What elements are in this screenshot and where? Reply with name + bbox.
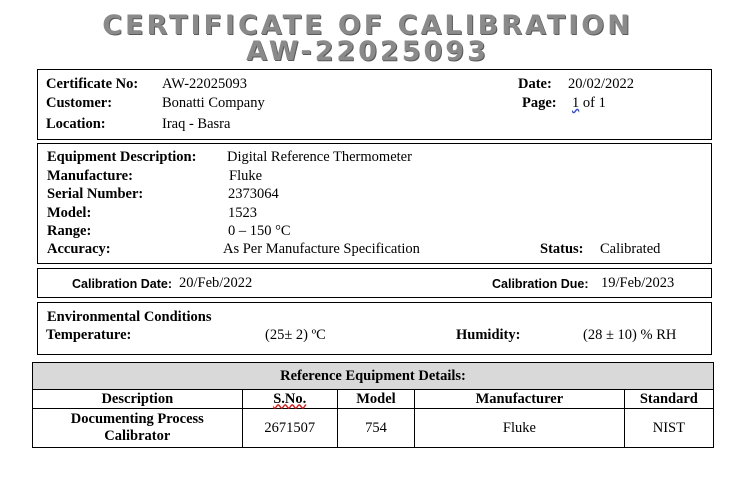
humidity-value: (28 ± 10) % RH bbox=[583, 327, 677, 343]
equipment-description-value: Digital Reference Thermometer bbox=[227, 149, 412, 165]
column-header-manufacturer: Manufacturer bbox=[415, 390, 625, 409]
row-sno: 2671507 bbox=[242, 409, 337, 448]
range-label: Range: bbox=[47, 223, 92, 239]
row-standard: NIST bbox=[624, 409, 713, 448]
column-header-standard: Standard bbox=[624, 390, 713, 409]
model-value: 1523 bbox=[228, 205, 257, 221]
location-value: Iraq - Basra bbox=[162, 116, 231, 132]
calibration-due-value: 19/Feb/2023 bbox=[601, 275, 675, 291]
customer-value: Bonatti Company bbox=[162, 95, 265, 111]
equipment-description-label: Equipment Description: bbox=[47, 149, 197, 165]
status-label: Status: bbox=[540, 241, 584, 257]
reference-table-heading: Reference Equipment Details: bbox=[33, 363, 714, 390]
page-value bbox=[572, 95, 606, 112]
page-total: of 1 bbox=[579, 95, 606, 111]
column-header-model: Model bbox=[337, 390, 414, 409]
calibration-due-label: Calibration Due: bbox=[492, 277, 589, 291]
location-label: Location: bbox=[46, 116, 106, 132]
page-number: 1 bbox=[572, 95, 580, 111]
environmental-heading: Environmental Conditions bbox=[47, 309, 212, 325]
manufacture-label: Manufacture: bbox=[47, 168, 133, 184]
row-description-line1: Documenting Process bbox=[70, 411, 204, 427]
certificate-number-title: AW-22025093 bbox=[246, 36, 489, 67]
row-manufacturer: Fluke bbox=[415, 409, 625, 448]
status-value: Calibrated bbox=[600, 241, 661, 257]
customer-label: Customer: bbox=[46, 95, 113, 111]
date-value: 20/02/2022 bbox=[568, 76, 635, 92]
temperature-value: (25± 2) ºC bbox=[265, 327, 326, 343]
date-label: Date: bbox=[518, 76, 552, 92]
accuracy-value: As Per Manufacture Specification bbox=[223, 241, 420, 257]
humidity-label: Humidity: bbox=[456, 327, 521, 343]
column-header-sno bbox=[242, 390, 337, 409]
page-label: Page: bbox=[522, 95, 557, 111]
range-value: 0 – 150 °C bbox=[228, 223, 291, 239]
row-description-line2: Calibrator bbox=[104, 428, 171, 444]
calibration-date-value: 20/Feb/2022 bbox=[179, 275, 253, 291]
column-header-sno-text: S.No. bbox=[273, 390, 307, 407]
reference-equipment-table bbox=[32, 362, 714, 448]
certificate-no-value: AW-22025093 bbox=[162, 76, 248, 92]
accuracy-label: Accuracy: bbox=[47, 241, 111, 257]
model-label: Model: bbox=[47, 205, 92, 221]
manufacture-value: Fluke bbox=[229, 168, 263, 184]
row-description bbox=[33, 409, 243, 448]
calibration-date-label: Calibration Date: bbox=[72, 277, 173, 291]
serial-number-label: Serial Number: bbox=[47, 186, 144, 202]
certificate-no-label: Certificate No: bbox=[46, 76, 139, 92]
certificate-title: CERTIFICATE OF CALIBRATION bbox=[102, 10, 633, 41]
temperature-label: Temperature: bbox=[46, 327, 132, 343]
table-row bbox=[33, 409, 714, 448]
row-model: 754 bbox=[337, 409, 414, 448]
column-header-description: Description bbox=[33, 390, 243, 409]
serial-number-value: 2373064 bbox=[228, 186, 279, 202]
